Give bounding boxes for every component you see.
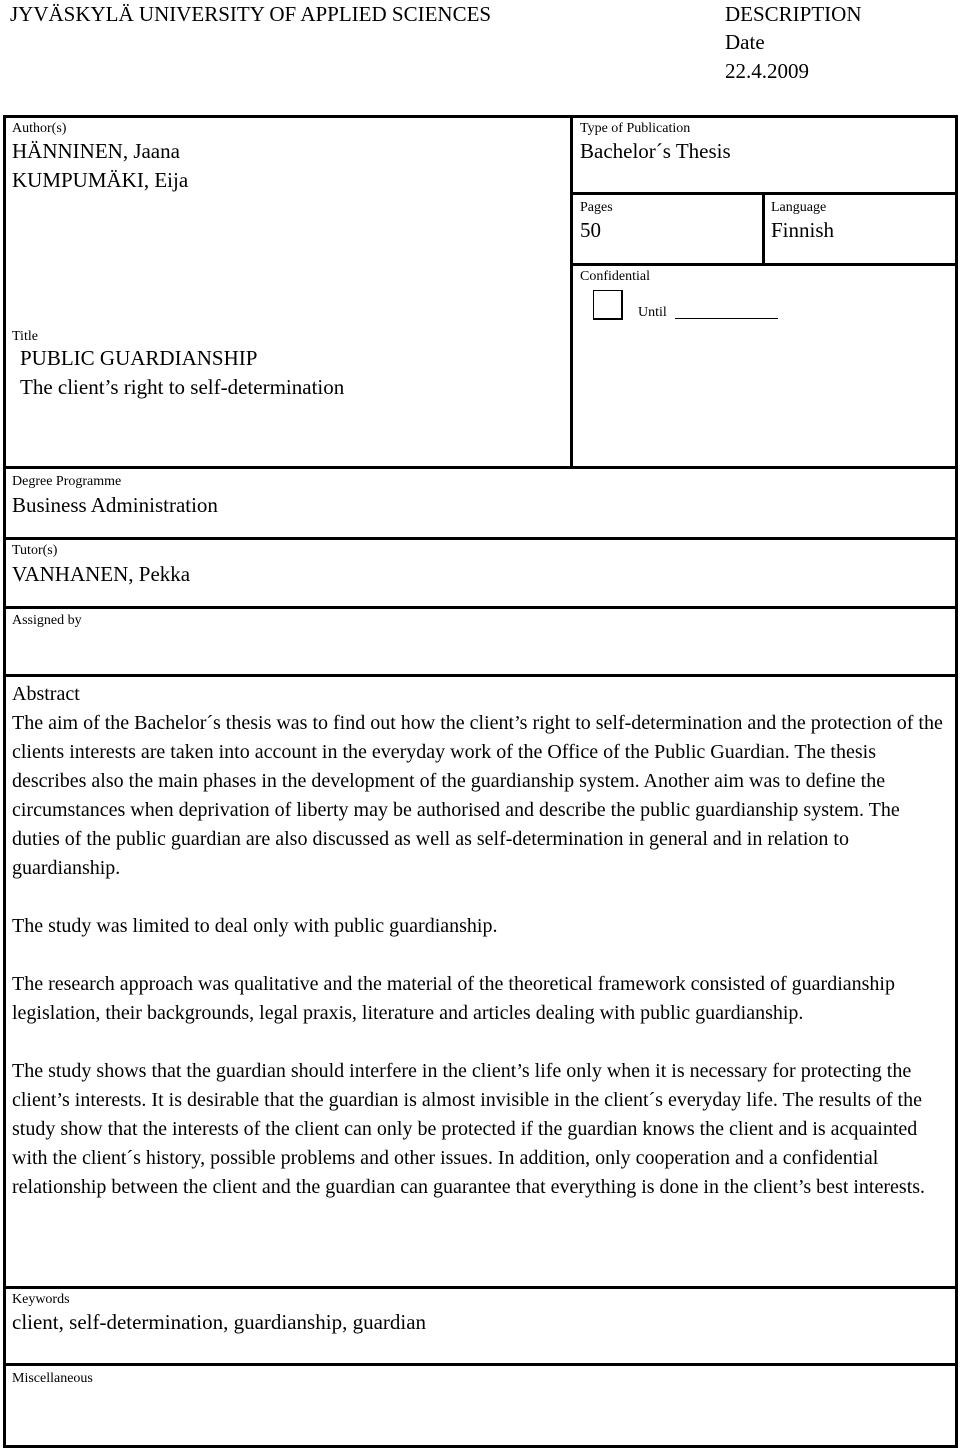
until-label: Until — [638, 305, 667, 320]
divider — [3, 674, 958, 677]
title-line: PUBLIC GUARDIANSHIP — [20, 346, 258, 370]
author-name: KUMPUMÄKI, Eija — [12, 168, 189, 192]
tutor-label: Tutor(s) — [12, 543, 58, 558]
divider — [3, 1286, 958, 1289]
tutor-value: VANHANEN, Pekka — [12, 562, 191, 586]
abstract-paragraph: The study was limited to deal only with public guardianship. — [12, 915, 498, 937]
divider — [3, 1363, 958, 1366]
publication-type-label: Type of Publication — [580, 121, 691, 136]
abstract-paragraph: The study shows that the guardian should interfere in the client’s life only when it is necessary for protecting the client’s interests. It is desirable that the guardian is almost invisible in the client´s everyday life. The results of the study show that the interests of the client can only be protected if the guardian knows the client and is acquainted with the client´s history, possible problems and other issues. In addition, only cooperation and a confidential relationship between the client and the guardian can guarantee that everything is done in the client’s best interests. — [12, 1060, 926, 1198]
confidential-label: Confidential — [580, 269, 650, 284]
language-value: Finnish — [771, 218, 835, 242]
until-field-line[interactable] — [675, 318, 778, 319]
institution-name: JYVÄSKYLÄ UNIVERSITY OF APPLIED SCIENCES — [10, 2, 492, 26]
confidential-checkbox[interactable] — [593, 290, 623, 320]
document-type: DESCRIPTION — [725, 2, 862, 26]
abstract-heading: Abstract — [12, 683, 80, 705]
divider — [3, 537, 958, 540]
pages-label: Pages — [580, 200, 613, 215]
programme-value: Business Administration — [12, 493, 218, 517]
language-label: Language — [771, 200, 827, 215]
programme-label: Degree Programme — [12, 474, 122, 489]
assigned-label: Assigned by — [12, 613, 82, 628]
author-label: Author(s) — [12, 121, 67, 136]
column-divider — [570, 115, 573, 468]
divider — [762, 192, 765, 266]
title-label: Title — [12, 329, 38, 344]
miscellaneous-label: Miscellaneous — [12, 1371, 93, 1386]
abstract-paragraph: The aim of the Bachelor´s thesis was to find out how the client’s right to self-determination and the protection of the clients interests are taken into account in the everyday work of the Office of the Public Guardian. The thesis describes also the main phases in the development of the guardianship system. Another aim was to define the circumstances when deprivation of liberty may be authorised and describe the public guardianship system. The duties of the public guardian are also discussed as well as self-determination in general and in relation to guardianship. — [12, 712, 943, 879]
keywords-value: client, self-determination, guardianship, guardian — [12, 1310, 427, 1334]
title-line: The client’s right to self-determination — [20, 375, 345, 399]
keywords-label: Keywords — [12, 1292, 70, 1307]
date-label: Date — [725, 30, 765, 54]
abstract-body — [12, 709, 952, 1202]
abstract-paragraph: The research approach was qualitative and the material of the theoretical framework consisted of guardianship legislation, their backgrounds, legal praxis, literature and articles dealing with public guardianship. — [12, 973, 895, 1024]
publication-type-value: Bachelor´s Thesis — [580, 139, 731, 163]
divider — [3, 606, 958, 609]
author-name: HÄNNINEN, Jaana — [12, 139, 180, 163]
date-value: 22.4.2009 — [725, 59, 809, 83]
divider — [3, 466, 958, 469]
pages-value: 50 — [580, 218, 601, 242]
